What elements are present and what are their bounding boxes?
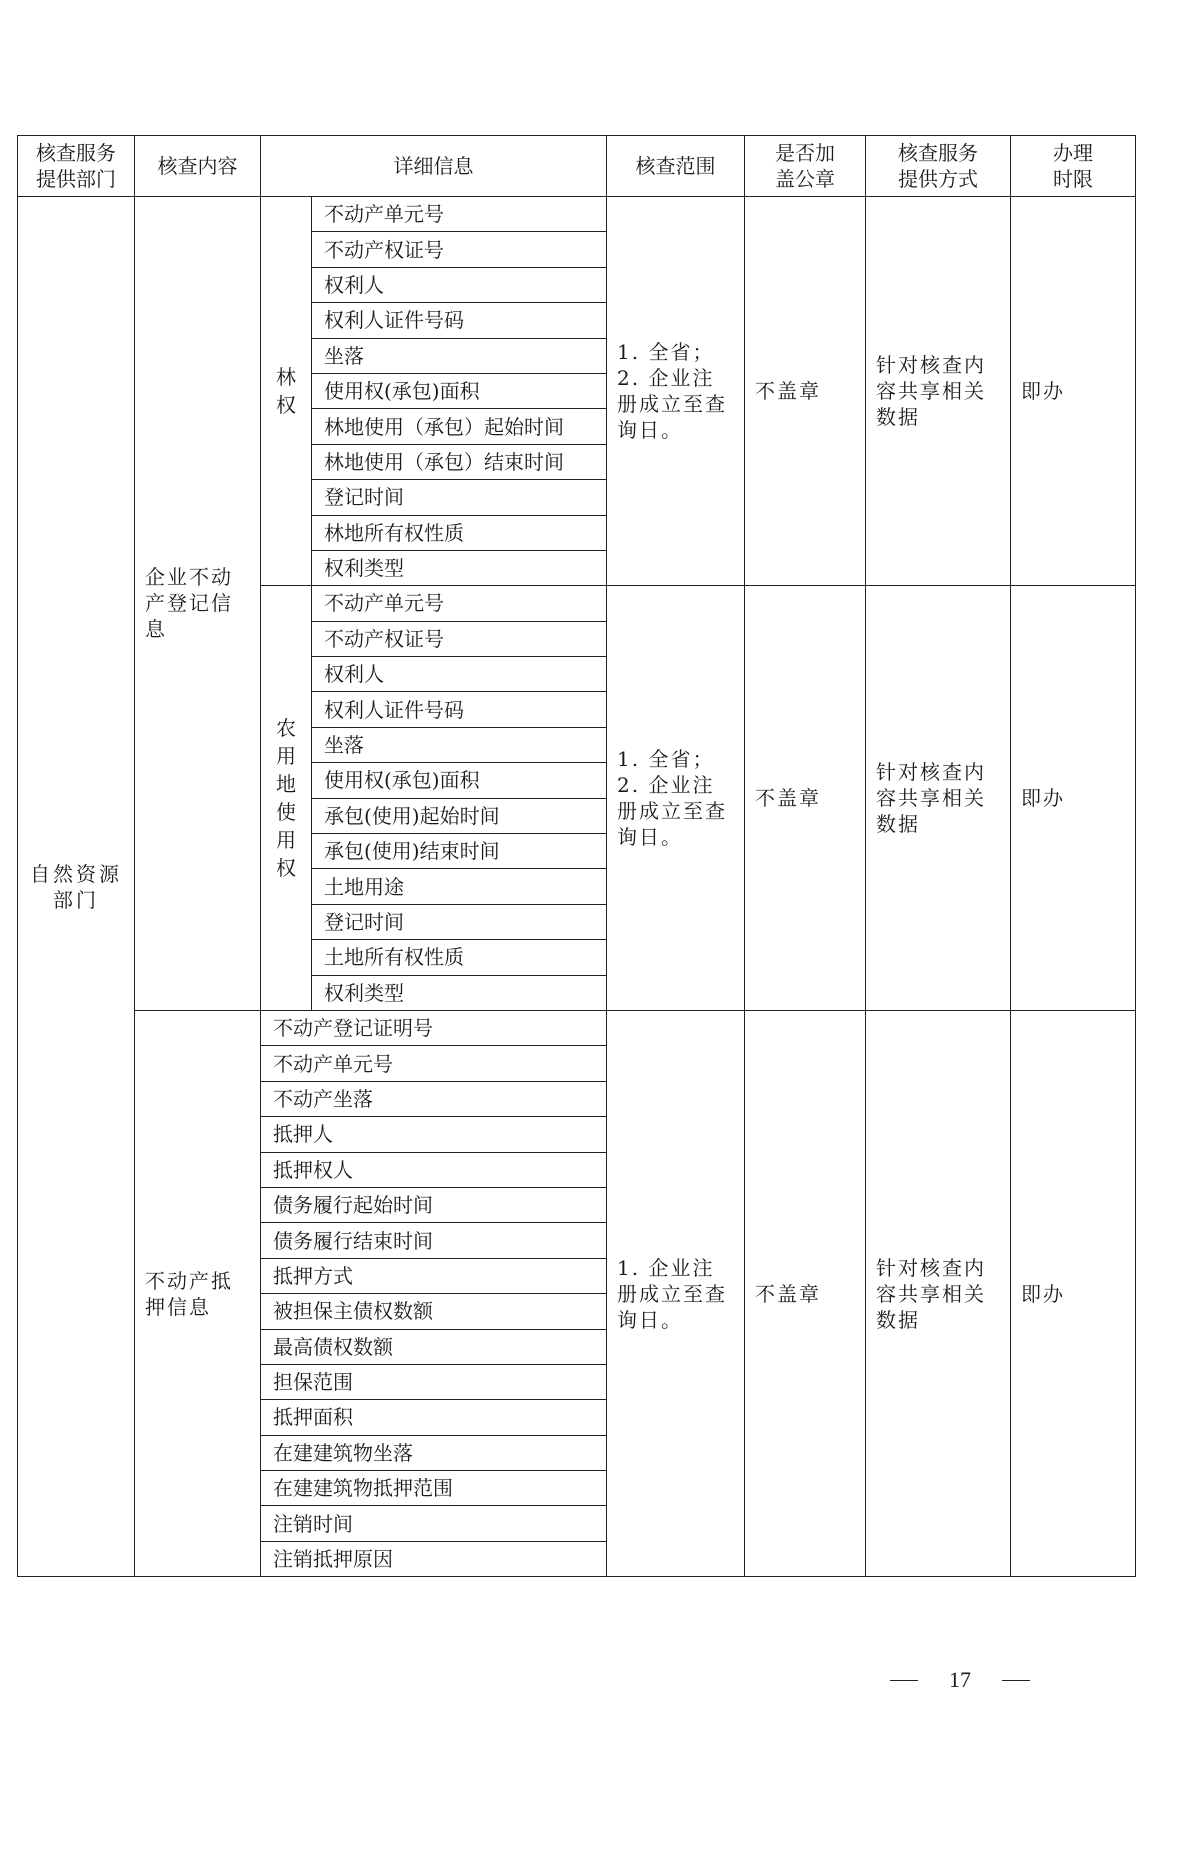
method-cell <box>866 586 1011 1011</box>
detail-cell: 最高债权数额 <box>261 1329 607 1364</box>
header-provider-dept-text: 核查服务提供部门 <box>36 141 116 191</box>
method-cell <box>866 1010 1011 1576</box>
detail-cell: 权利类型 <box>312 550 607 585</box>
detail-cell: 登记时间 <box>312 904 607 939</box>
detail-cell: 使用权(承包)面积 <box>312 373 607 408</box>
detail-cell: 林地所有权性质 <box>312 515 607 550</box>
header-method-text: 核查服务提供方式 <box>898 141 978 191</box>
provider-dept-text: 自然资源部门 <box>30 861 122 912</box>
detail-cell: 坐落 <box>312 727 607 762</box>
sub-label-char: 用 <box>276 828 296 853</box>
scope-cell <box>607 586 745 1011</box>
content-cell-text: 不动产抵押信息 <box>145 1268 233 1319</box>
scope-cell <box>607 1010 745 1576</box>
page-number: 17 <box>949 1667 971 1692</box>
detail-cell: 坐落 <box>312 338 607 373</box>
detail-cell: 抵押人 <box>261 1117 607 1152</box>
header-time-limit <box>1011 136 1136 197</box>
time-limit-cell-text: 即办 <box>1021 786 1065 811</box>
detail-cell: 使用权(承包)面积 <box>312 763 607 798</box>
detail-cell: 土地用途 <box>312 869 607 904</box>
seal-cell-text: 不盖章 <box>755 1281 821 1306</box>
provider-dept-cell <box>18 197 135 1577</box>
detail-cell: 承包(使用)结束时间 <box>312 834 607 869</box>
method-cell-text: 针对核查内容共享相关数据 <box>876 760 986 837</box>
detail-cell: 不动产权证号 <box>312 232 607 267</box>
seal-cell-text: 不盖章 <box>755 786 821 811</box>
seal-cell <box>745 1010 866 1576</box>
detail-cell: 不动产单元号 <box>312 586 607 621</box>
method-cell <box>866 197 1011 586</box>
detail-cell: 担保范围 <box>261 1364 607 1399</box>
detail-cell: 抵押权人 <box>261 1152 607 1187</box>
content-cell <box>135 197 261 1011</box>
header-scope: 核查范围 <box>607 136 745 197</box>
time-limit-cell <box>1011 1010 1136 1576</box>
detail-cell: 注销时间 <box>261 1506 607 1541</box>
detail-cell: 不动产单元号 <box>312 197 607 232</box>
detail-cell: 在建建筑物抵押范围 <box>261 1471 607 1506</box>
header-detail: 详细信息 <box>261 136 607 197</box>
header-row <box>18 136 1136 197</box>
detail-cell: 权利人证件号码 <box>312 303 607 338</box>
sub-label-char: 农 <box>276 716 296 741</box>
verification-table <box>17 135 1136 1577</box>
sub-label-char: 使 <box>276 800 296 825</box>
sub-label-char: 权 <box>276 856 296 881</box>
scope-cell <box>607 197 745 586</box>
time-limit-cell-text: 即办 <box>1021 379 1065 404</box>
sub-label-char: 用 <box>276 744 296 769</box>
header-provider-dept <box>18 136 135 197</box>
detail-cell: 债务履行结束时间 <box>261 1223 607 1258</box>
detail-cell: 权利人证件号码 <box>312 692 607 727</box>
sub-label-char: 权 <box>276 393 296 418</box>
detail-cell: 登记时间 <box>312 480 607 515</box>
detail-cell: 不动产权证号 <box>312 621 607 656</box>
detail-cell: 土地所有权性质 <box>312 940 607 975</box>
header-method <box>866 136 1011 197</box>
seal-cell <box>745 197 866 586</box>
scope-cell-text: 1. 全省；2. 企业注册成立至查询日。 <box>617 340 727 443</box>
scope-cell-text: 1. 企业注册成立至查询日。 <box>617 1255 727 1332</box>
detail-cell: 债务履行起始时间 <box>261 1187 607 1222</box>
table-body <box>18 136 1136 1577</box>
time-limit-cell <box>1011 586 1136 1011</box>
sub-label-char: 地 <box>276 772 296 797</box>
method-cell-text: 针对核查内容共享相关数据 <box>876 1255 986 1332</box>
sub-label-cell <box>261 586 312 1011</box>
table-row <box>18 197 1136 232</box>
seal-cell <box>745 586 866 1011</box>
header-time-limit-text: 办理时限 <box>1053 141 1093 191</box>
header-seal <box>745 136 866 197</box>
method-cell-text: 针对核查内容共享相关数据 <box>876 353 986 430</box>
header-seal-text: 是否加盖公章 <box>775 141 835 191</box>
detail-cell: 抵押方式 <box>261 1258 607 1293</box>
sub-label-cell <box>261 197 312 586</box>
header-content: 核查内容 <box>135 136 261 197</box>
footer-dash-left <box>890 1680 918 1681</box>
detail-cell: 注销抵押原因 <box>261 1541 607 1576</box>
content-cell <box>135 1010 261 1576</box>
detail-cell: 权利类型 <box>312 975 607 1010</box>
seal-cell-text: 不盖章 <box>755 379 821 404</box>
detail-cell: 抵押面积 <box>261 1400 607 1435</box>
detail-cell: 被担保主债权数额 <box>261 1294 607 1329</box>
time-limit-cell <box>1011 197 1136 586</box>
scope-cell-text: 1. 全省；2. 企业注册成立至查询日。 <box>617 747 727 850</box>
content-cell-text: 企业不动产登记信息 <box>145 565 233 642</box>
detail-cell: 林地使用（承包）结束时间 <box>312 444 607 479</box>
detail-cell: 不动产坐落 <box>261 1081 607 1116</box>
detail-cell: 不动产单元号 <box>261 1046 607 1081</box>
detail-cell: 权利人 <box>312 267 607 302</box>
sub-label-char: 林 <box>276 365 296 390</box>
detail-cell: 不动产登记证明号 <box>261 1010 607 1045</box>
detail-cell: 在建建筑物坐落 <box>261 1435 607 1470</box>
table-row <box>18 1010 1136 1045</box>
detail-cell: 林地使用（承包）起始时间 <box>312 409 607 444</box>
time-limit-cell-text: 即办 <box>1021 1281 1065 1306</box>
detail-cell: 承包(使用)起始时间 <box>312 798 607 833</box>
detail-cell: 权利人 <box>312 657 607 692</box>
footer-dash-right <box>1002 1680 1030 1681</box>
page-footer <box>890 1665 1030 1695</box>
